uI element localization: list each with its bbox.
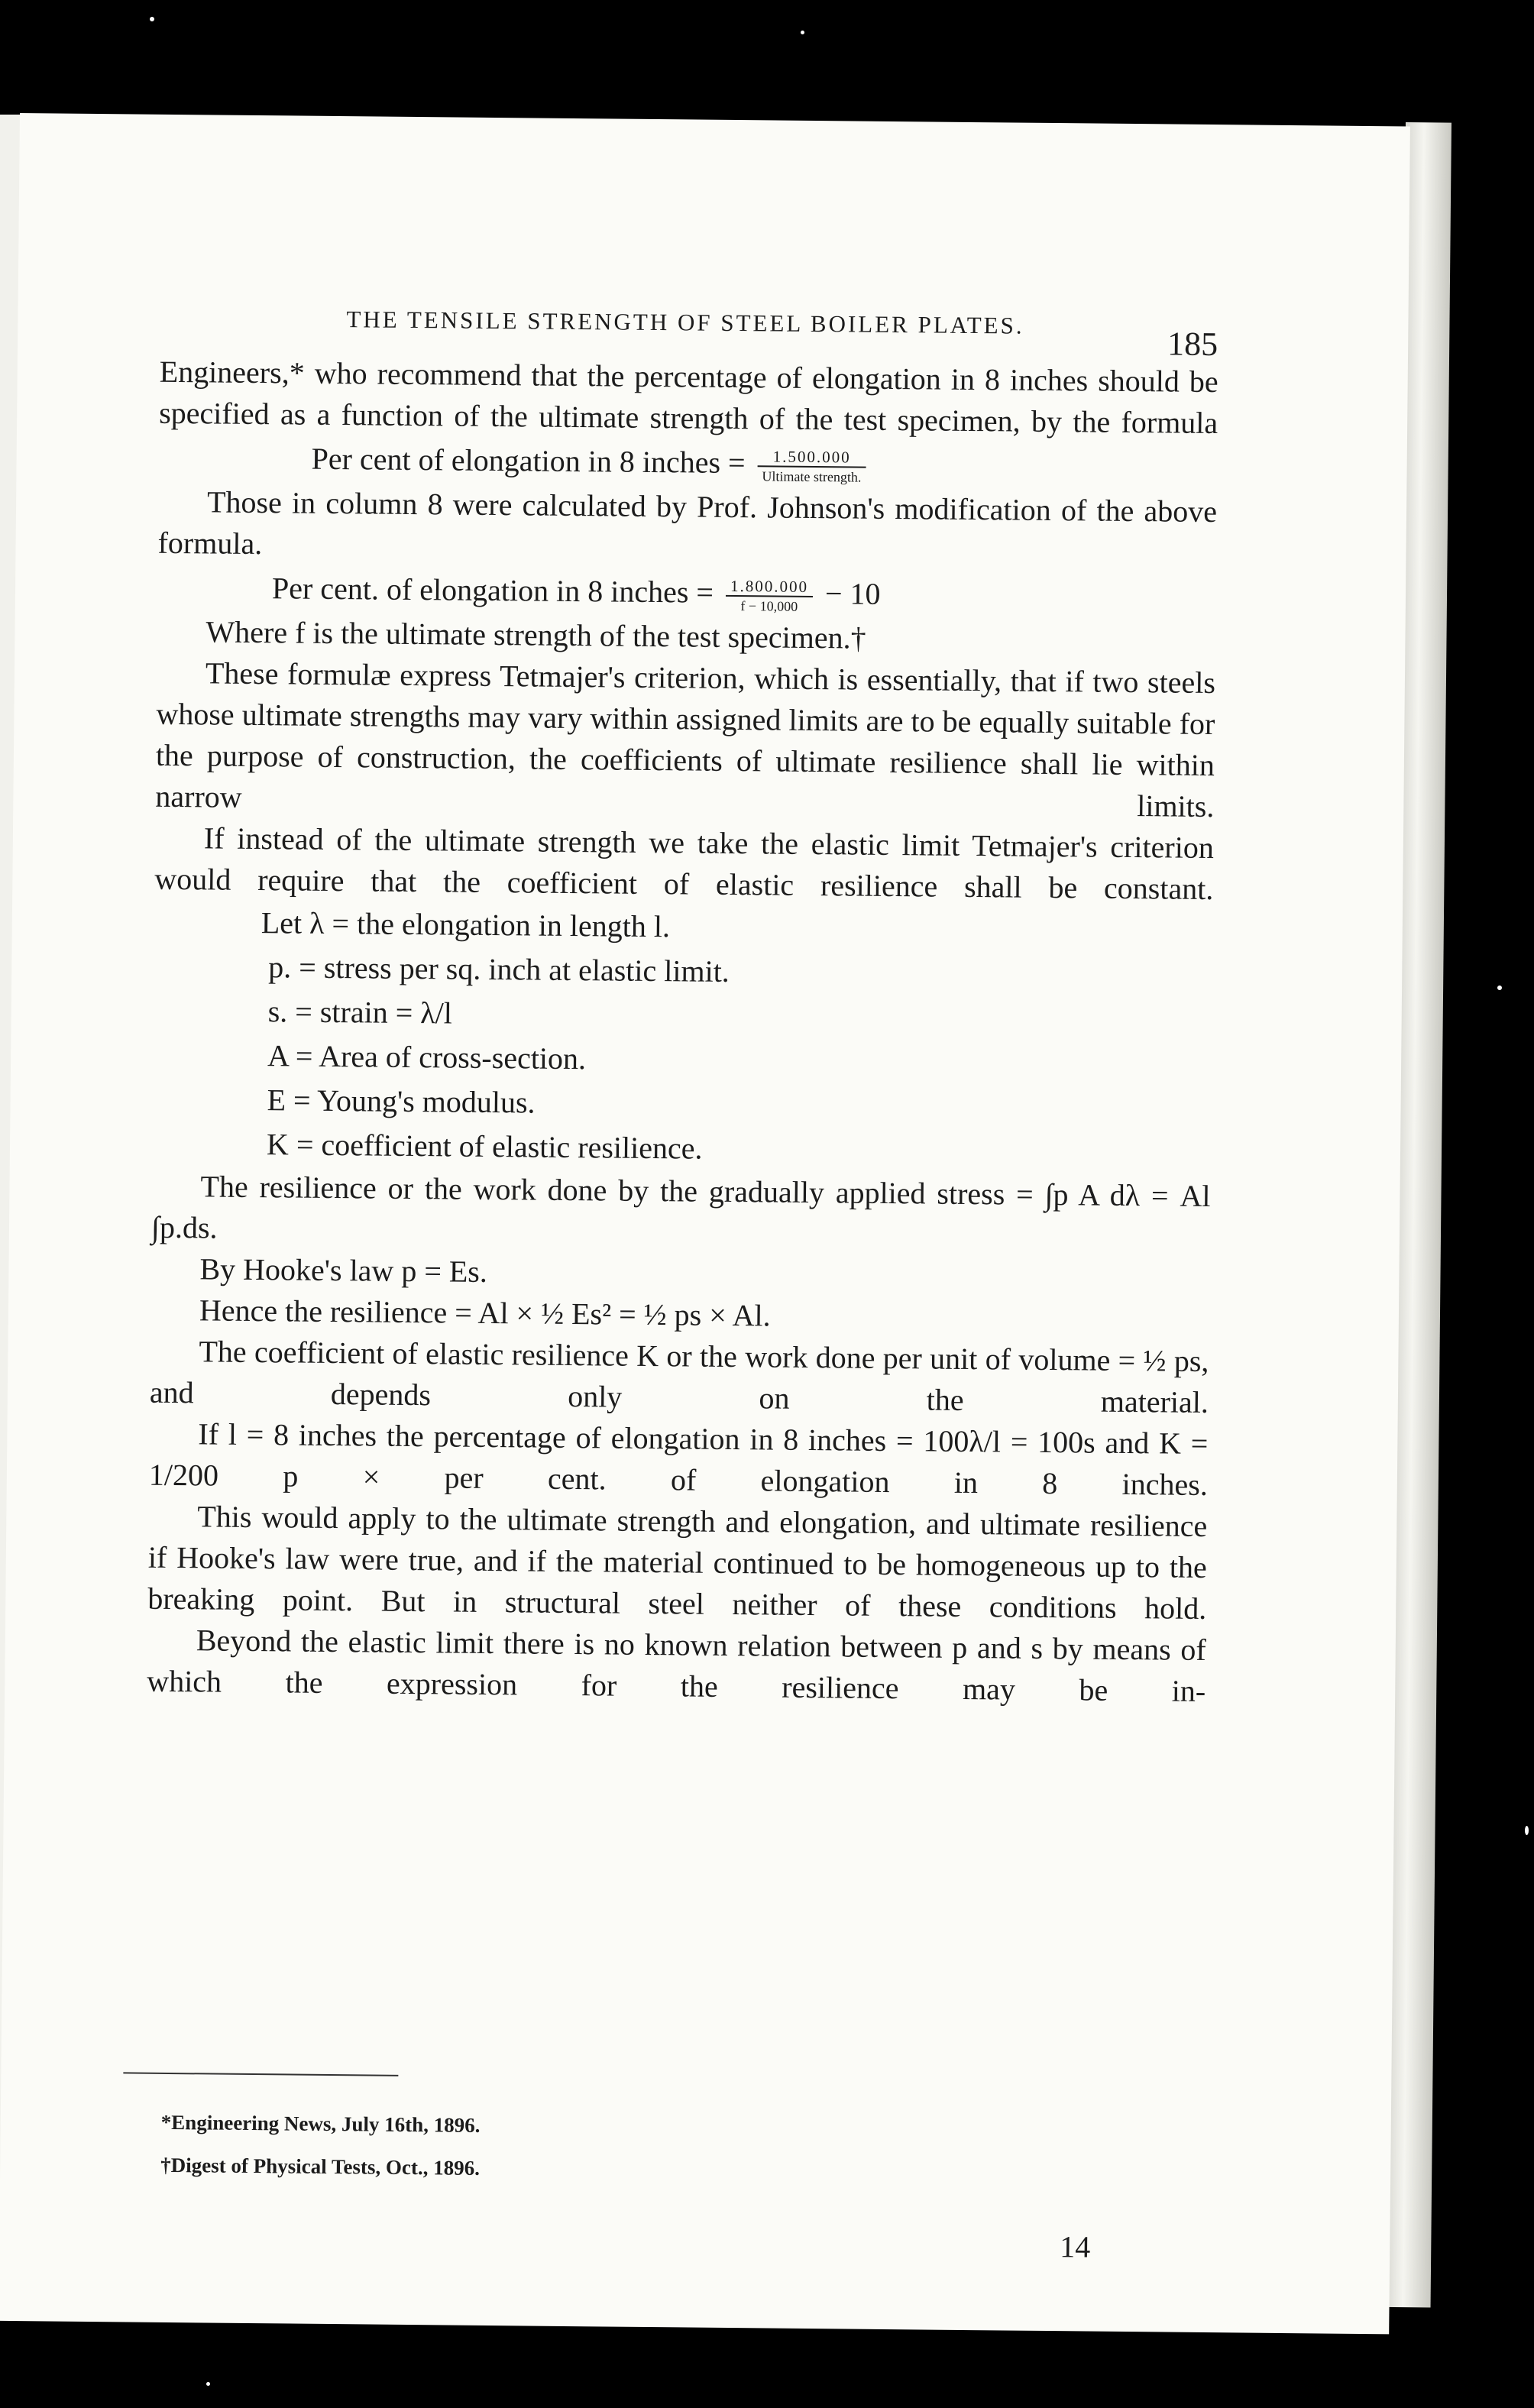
paragraph-hence-resilience: Hence the resilience = Al × ½ Es² = ½ ps × Al. bbox=[199, 1293, 771, 1333]
definition-lambda: Let λ = the elongation in length l. bbox=[261, 905, 671, 944]
formula-2-numerator: 1.800.000 bbox=[726, 577, 813, 597]
definition-p: p. = stress per sq. inch at elastic limit. bbox=[268, 950, 730, 989]
body-text bbox=[147, 351, 1218, 1712]
footnotes bbox=[160, 2101, 481, 2190]
formula-1-denominator: Ultimate strength. bbox=[762, 468, 862, 485]
dust-speck bbox=[206, 2382, 210, 2386]
dust-speck bbox=[150, 17, 154, 21]
dust-speck bbox=[1497, 986, 1502, 990]
formula-2-lead: Per cent. of elongation in 8 inches = bbox=[271, 571, 714, 610]
paragraph-resilience-work: The resilience or the work done by the gradually applied stress = ∫p A dλ = Al ∫p.ds. bbox=[150, 1169, 1211, 1245]
formula-2-tail: − 10 bbox=[824, 576, 881, 611]
paragraph-coefficient: The coefficient of elastic resilience K or the work done per unit of volume = ½ ps, and depends only on the material. bbox=[149, 1334, 1209, 1420]
definition-e: E = Young's modulus. bbox=[267, 1083, 536, 1120]
formula-2-fraction bbox=[726, 577, 813, 616]
paragraph-engineers: Engineers,* who recommend that the percentage of elongation in 8 inches should be specified as a function of the ultimate strength of the test specimen, by the formula bbox=[159, 354, 1218, 441]
formula-2-denominator: f − 10,000 bbox=[740, 597, 798, 614]
footnote-engineering-news: *Engineering News, July 16th, 1896. bbox=[160, 2110, 481, 2137]
paragraph-column-8: Those in column 8 were calculated by Prof. Johnson's modification of the above formula. bbox=[157, 484, 1218, 562]
paragraph-where-f: Where f is the ultimate strength of the test specimen.† bbox=[206, 614, 866, 655]
paragraph-tetmajer: These formulæ express Tetmajer's criterion, which is essentially, that if two steels whose ultimate strengths may vary within assigned limits are to be equally suitable for the purpose of construction, the coefficients of ultimate resilience shall lie within narrow limits. bbox=[155, 655, 1216, 824]
definition-a: A = Area of cross-section. bbox=[267, 1038, 587, 1076]
dust-speck bbox=[801, 31, 804, 34]
formula-1-numerator: 1.500.000 bbox=[758, 447, 866, 468]
paragraph-beyond-elastic: Beyond the elastic limit there is no known relation between p and s by means of which the expression for the resilience may be in- bbox=[147, 1623, 1206, 1708]
formula-1-fraction bbox=[757, 447, 866, 486]
definition-k: K = coefficient of elastic resilience. bbox=[266, 1127, 703, 1166]
signature-mark: 14 bbox=[1060, 2229, 1091, 2264]
paragraph-ultimate-strength: This would apply to the ultimate strength and elongation, and ultimate resilience if Hooke's law were true, and if the material continued to be homogeneous up to the breaking point. But in structural steel neither of these conditions hold. bbox=[147, 1499, 1208, 1626]
paragraph-if-l-8: If l = 8 inches the percentage of elongation in 8 inches = 100λ/l = 100s and K = 1/200 p × per cent. of elongation in 8 inches. bbox=[148, 1416, 1209, 1503]
definition-s: s. = strain = λ/l bbox=[267, 994, 453, 1031]
dust-speck bbox=[1525, 1826, 1529, 1835]
paragraph-hookes-law: By Hooke's law p = Es. bbox=[199, 1251, 488, 1289]
page-number: 185 bbox=[1167, 325, 1218, 364]
definitions-list bbox=[152, 900, 1213, 1176]
paragraph-elastic-limit: If instead of the ultimate strength we take the elastic limit Tetmajer's criterion would require that the coefficient of elastic resilience shall be constant. bbox=[154, 820, 1215, 907]
formula-1-lead: Per cent of elongation in 8 inches = bbox=[311, 441, 746, 481]
book-page bbox=[0, 113, 1410, 2334]
footnote-digest: †Digest of Physical Tests, Oct., 1896. bbox=[160, 2153, 481, 2180]
running-head: THE TENSILE STRENGTH OF STEEL BOILER PLATES. bbox=[346, 306, 1024, 339]
footnote-rule bbox=[123, 2072, 398, 2076]
